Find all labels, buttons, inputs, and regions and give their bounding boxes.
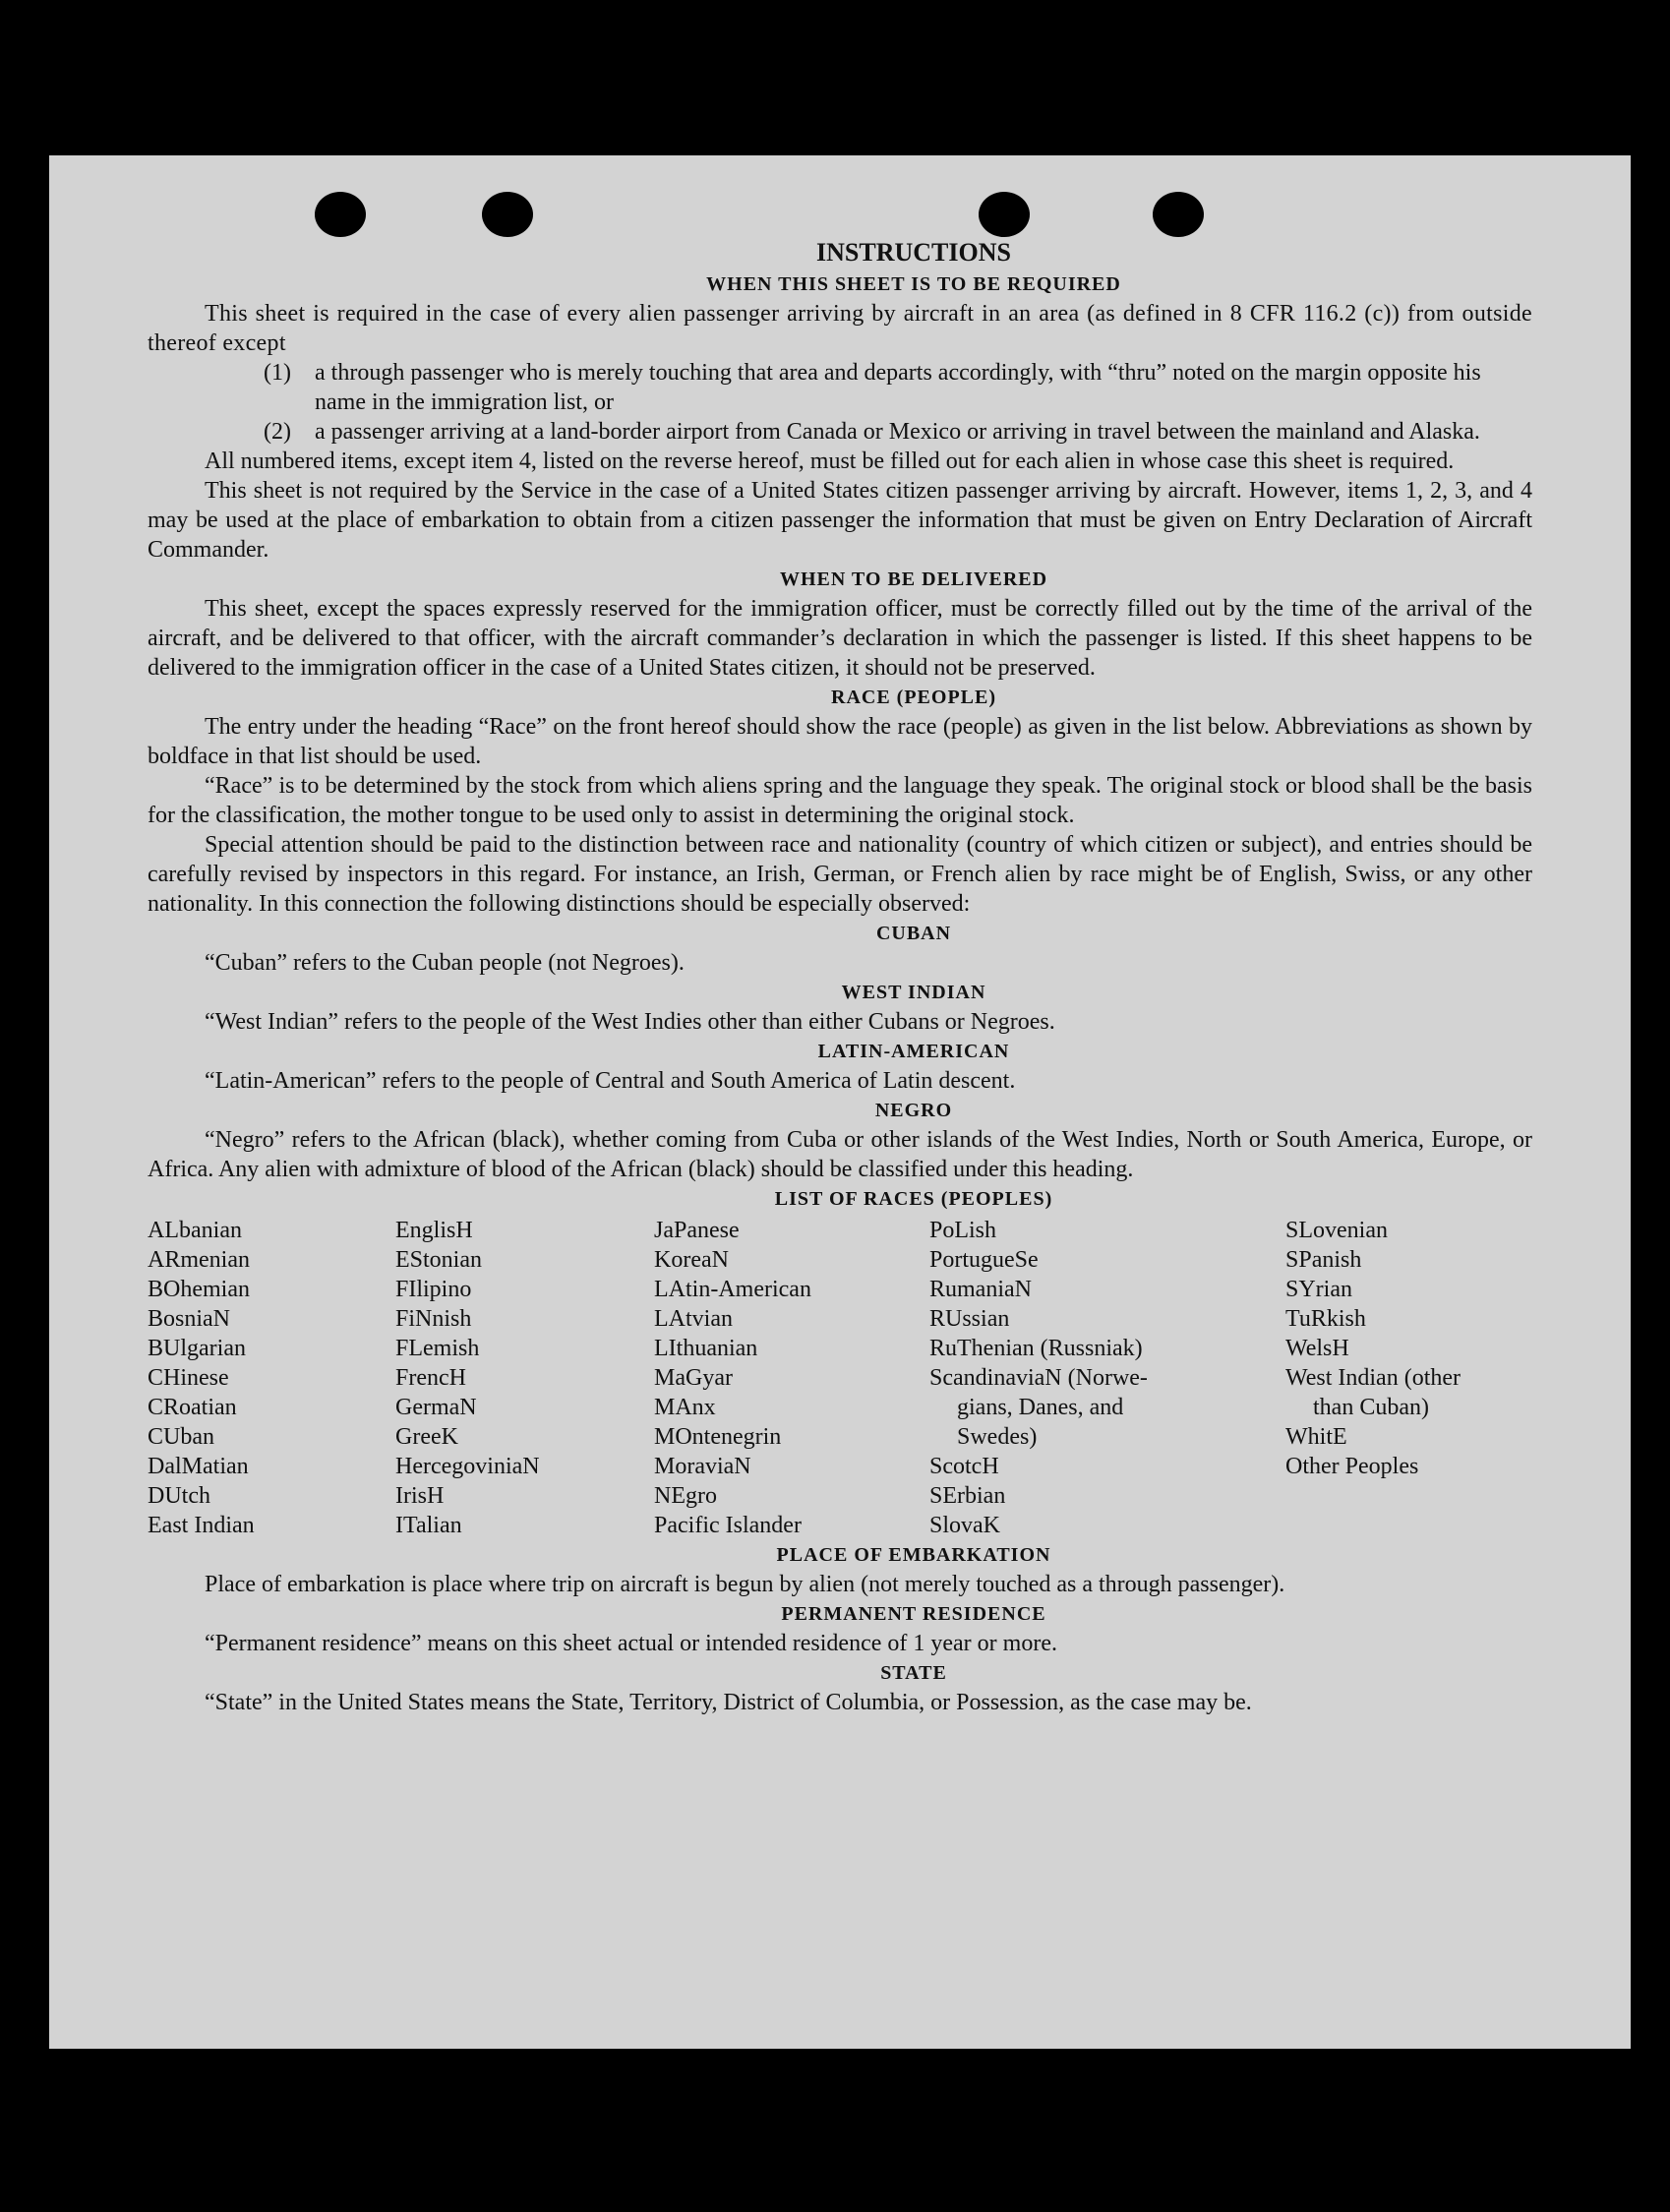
- required-para-3: This sheet is not required by the Service in the case of a United States citizen passenger arriving by aircraft. However, items 1, 2, 3, and 4 may be used at the place of embarkation to obtain from a citizen passenger the information that must be given on Entry Declaration of Aircraft Commander.: [148, 478, 1532, 563]
- race-entry: BOhemian: [148, 1277, 250, 1302]
- exception-item-2: (2) a passenger arriving at a land-border airport from Canada or Mexico or arriving in travel between the mainland and Alaska.: [264, 419, 1480, 445]
- page-title: INSTRUCTIONS: [816, 238, 1011, 267]
- race-entry: RuThenian (Russniak): [929, 1336, 1143, 1361]
- race-entry: GermaN: [395, 1395, 477, 1420]
- residence-text: “Permanent residence” means on this sheet actual or intended residence of 1 year or more.: [205, 1631, 1057, 1656]
- race-entry: TuRkish: [1285, 1306, 1366, 1332]
- punch-hole: [482, 192, 533, 237]
- race-entry: SErbian: [929, 1483, 1006, 1509]
- race-entry: SLovenian: [1285, 1218, 1388, 1243]
- state-text: “State” in the United States means the State, Territory, District of Columbia, or Possession, as the case may be.: [205, 1690, 1252, 1715]
- race-entry: CRoatian: [148, 1395, 237, 1420]
- race-entry: FIlipino: [395, 1277, 472, 1302]
- race-entry: NEgro: [654, 1483, 717, 1509]
- race-entry: MaGyar: [654, 1365, 733, 1391]
- race-entry: HercegoviniaN: [395, 1454, 540, 1479]
- section-heading-cuban: CUBAN: [875, 923, 952, 944]
- race-entry: RumaniaN: [929, 1277, 1032, 1302]
- race-column-1: [148, 1216, 395, 1540]
- section-heading-embarkation: PLACE OF EMBARKATION: [776, 1544, 1051, 1566]
- delivered-text: This sheet, except the spaces expressly reserved for the immigration officer, must be correctly filled out by the time of the arrival of the aircraft, and be delivered to that officer, with the aircraft commander’s declaration in which the passenger is listed. If this sheet happens to be delivered to the immigration officer in the case of a United States citizen, it should not be preserved.: [148, 596, 1532, 681]
- race-entry: CHinese: [148, 1365, 229, 1391]
- race-column-3: [654, 1216, 929, 1540]
- race-entry: LAtin-American: [654, 1277, 811, 1302]
- punch-hole: [1153, 192, 1204, 237]
- exception-item-1: (1) a through passenger who is merely touching that area and departs accordingly, with “thru” noted on the margin opposite his name in the immigration list, or: [264, 360, 1481, 415]
- section-heading-delivered: WHEN TO BE DELIVERED: [779, 568, 1048, 590]
- race-entry: WelsH: [1285, 1336, 1349, 1361]
- race-entry: DUtch: [148, 1483, 210, 1509]
- race-entry: MoraviaN: [654, 1454, 751, 1479]
- race-para-3: Special attention should be paid to the distinction between race and nationality (country of which citizen or subject), and entries should be carefully revised by inspectors in this regard. For instance, an Irish, German, or French alien by race might be of English, Swiss, or any other nationality. In this connection the following distinctions should be especially observed:: [148, 832, 1532, 917]
- race-entry: than Cuban): [1313, 1395, 1429, 1420]
- race-column-2: [395, 1216, 654, 1540]
- race-entry: Other Peoples: [1285, 1454, 1419, 1479]
- race-list: [148, 1216, 1532, 1540]
- race-entry: GreeK: [395, 1424, 458, 1450]
- race-entry: DalMatian: [148, 1454, 249, 1479]
- punch-hole: [315, 192, 366, 237]
- race-entry: BUlgarian: [148, 1336, 246, 1361]
- race-entry: LIthuanian: [654, 1336, 758, 1361]
- negro-text: “Negro” refers to the African (black), whether coming from Cuba or other islands of the West Indies, North or South America, Europe, or Africa. Any alien with admixture of blood of the African (black) should be classified under this heading.: [148, 1127, 1532, 1182]
- race-entry: PoLish: [929, 1218, 997, 1243]
- required-intro: This sheet is required in the case of every alien passenger arriving by aircraft in an area (as defined in 8 CFR 116.2 (c)) from outside thereof except: [148, 301, 1532, 356]
- race-entry: MAnx: [654, 1395, 716, 1420]
- race-entry: JaPanese: [654, 1218, 740, 1243]
- race-entry: MOntenegrin: [654, 1424, 782, 1450]
- race-entry: Swedes): [957, 1424, 1038, 1450]
- race-entry: ScotcH: [929, 1454, 999, 1479]
- race-entry: SlovaK: [929, 1513, 1000, 1538]
- race-entry: ARmenian: [148, 1247, 250, 1273]
- race-column-5: [1285, 1216, 1531, 1540]
- embarkation-text: Place of embarkation is place where trip on aircraft is begun by alien (not merely touched as a through passenger).: [205, 1572, 1285, 1597]
- section-heading-residence: PERMANENT RESIDENCE: [781, 1603, 1046, 1625]
- race-entry: gians, Danes, and: [957, 1395, 1124, 1420]
- race-entry: PortugueSe: [929, 1247, 1039, 1273]
- latin-american-text: “Latin-American” refers to the people of Central and South America of Latin descent.: [205, 1068, 1016, 1094]
- section-heading-required: WHEN THIS SHEET IS TO BE REQUIRED: [706, 273, 1121, 295]
- race-entry: WhitE: [1285, 1424, 1347, 1450]
- section-heading-west-indian: WEST INDIAN: [841, 982, 986, 1003]
- race-entry: ALbanian: [148, 1218, 242, 1243]
- race-entry: RUssian: [929, 1306, 1010, 1332]
- punch-hole: [979, 192, 1030, 237]
- race-entry: FLemish: [395, 1336, 480, 1361]
- race-entry: LAtvian: [654, 1306, 733, 1332]
- race-entry: West Indian (other: [1285, 1365, 1461, 1391]
- race-entry: ITalian: [395, 1513, 462, 1538]
- west-indian-text: “West Indian” refers to the people of the West Indies other than either Cubans or Negroes.: [205, 1009, 1055, 1035]
- section-heading-negro: NEGRO: [874, 1100, 953, 1121]
- cuban-text: “Cuban” refers to the Cuban people (not Negroes).: [205, 950, 685, 976]
- section-heading-race: RACE (PEOPLE): [831, 687, 996, 708]
- race-entry: SPanish: [1285, 1247, 1362, 1273]
- race-entry: ScandinaviaN (Norwe-: [929, 1365, 1148, 1391]
- race-entry: East Indian: [148, 1513, 255, 1538]
- section-heading-latin-american: LATIN-AMERICAN: [817, 1041, 1010, 1062]
- race-entry: BosniaN: [148, 1306, 230, 1332]
- section-heading-state: STATE: [880, 1662, 947, 1684]
- race-column-4: [929, 1216, 1285, 1540]
- instructions-content: [148, 236, 1532, 1717]
- race-entry: FrencH: [395, 1365, 466, 1391]
- race-entry: CUban: [148, 1424, 214, 1450]
- race-entry: SYrian: [1285, 1277, 1352, 1302]
- race-entry: KoreaN: [654, 1247, 729, 1273]
- race-entry: Pacific Islander: [654, 1513, 802, 1538]
- race-para-2: “Race” is to be determined by the stock from which aliens spring and the language they speak. The original stock or blood shall be the basis for the classification, the mother tongue to be used only to assist in determining the original stock.: [148, 773, 1532, 828]
- race-entry: IrisH: [395, 1483, 445, 1509]
- race-entry: EStonian: [395, 1247, 482, 1273]
- race-para-1: The entry under the heading “Race” on the front hereof should show the race (people) as given in the list below. Abbreviations as shown by boldface in that list should be used.: [148, 714, 1532, 769]
- required-para-2: All numbered items, except item 4, listed on the reverse hereof, must be filled out for each alien in whose case this sheet is required.: [205, 448, 1455, 474]
- section-heading-list: LIST OF RACES (PEOPLES): [774, 1188, 1053, 1210]
- race-entry: FiNnish: [395, 1306, 472, 1332]
- race-entry: EnglisH: [395, 1218, 473, 1243]
